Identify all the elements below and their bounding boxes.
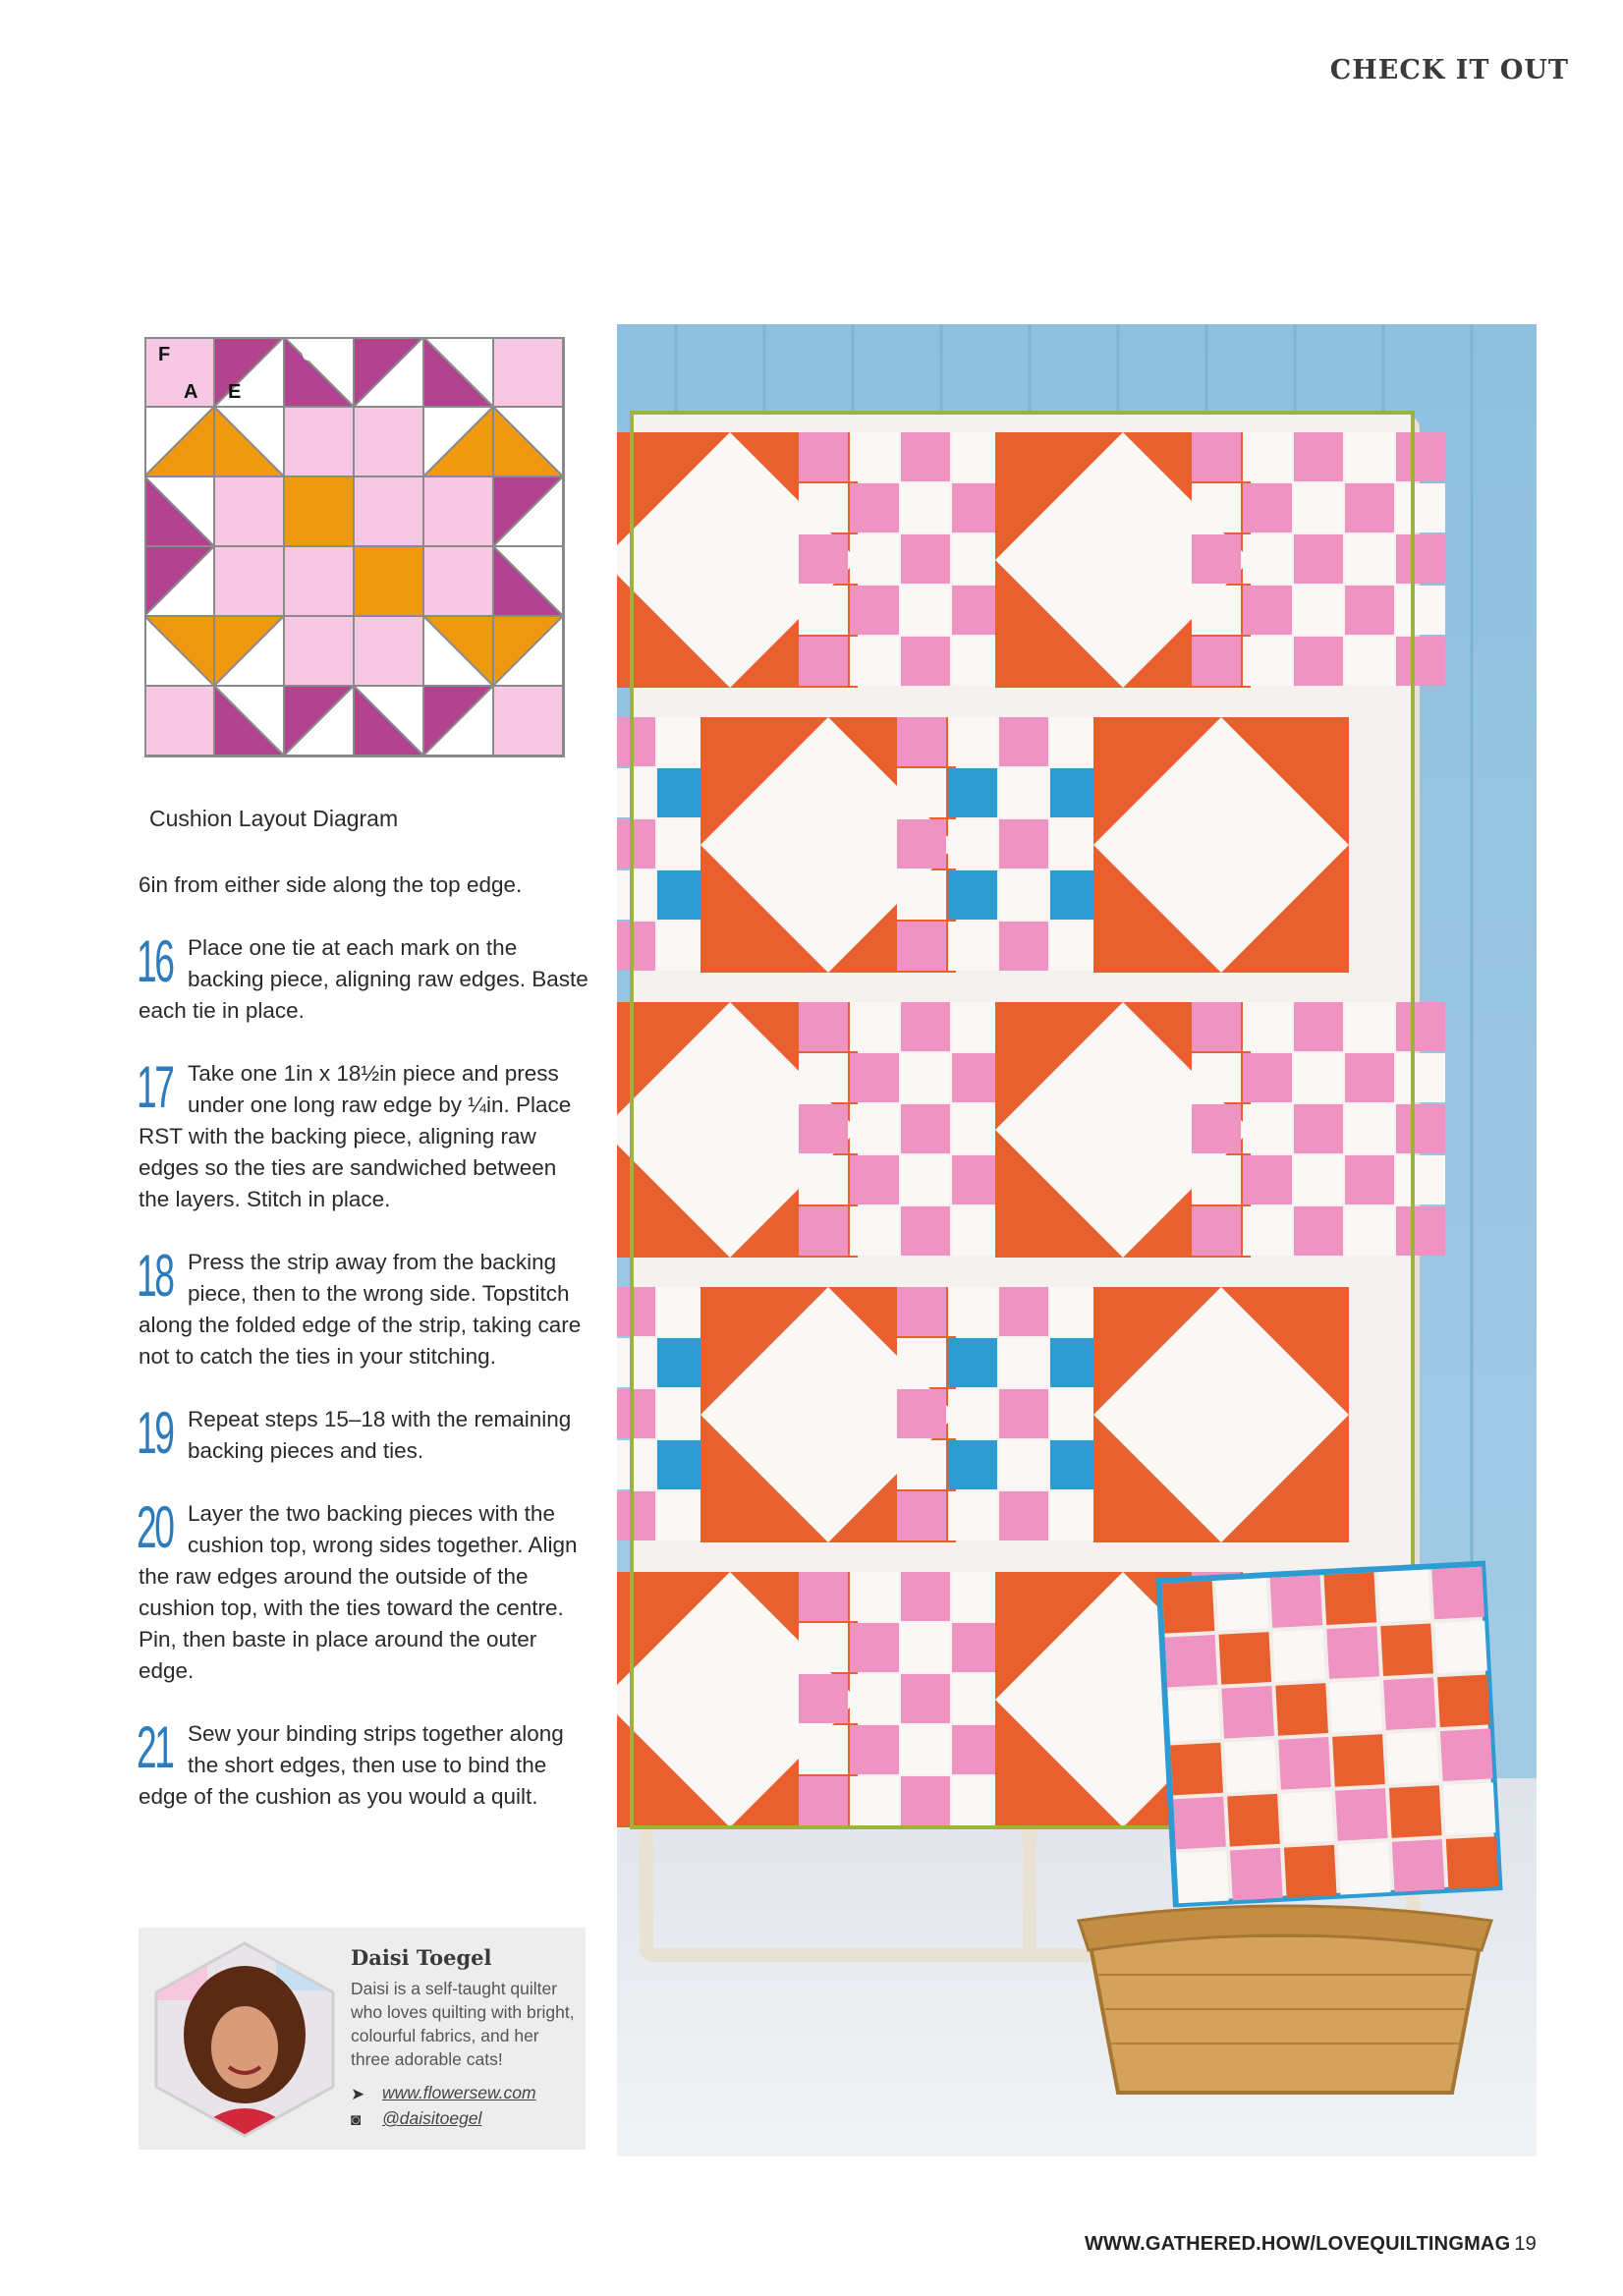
patch-square bbox=[1192, 1002, 1241, 1051]
patch-square bbox=[657, 922, 706, 971]
patch-square bbox=[901, 1776, 950, 1825]
patch-square bbox=[948, 1440, 997, 1489]
designer-name: Daisi Toegel bbox=[351, 1945, 492, 1970]
patch-square bbox=[657, 1287, 706, 1336]
patch-square bbox=[617, 1338, 655, 1387]
patch-square bbox=[657, 819, 706, 868]
patch-square bbox=[1243, 1053, 1292, 1102]
diagram-label-c: C bbox=[302, 344, 316, 365]
cushion-patch bbox=[1227, 1794, 1280, 1847]
patch-square bbox=[897, 819, 946, 868]
step-17 bbox=[137, 1054, 590, 1215]
patch-square bbox=[657, 1389, 706, 1438]
patch-square bbox=[999, 922, 1048, 971]
basket bbox=[1079, 1906, 1491, 2093]
step-16 bbox=[137, 928, 590, 1027]
patch-square bbox=[901, 1725, 950, 1774]
step-text: Press the strip away from the backing piece, then to the wrong side. Topstitch along the folded edge of the strip, taking care not to catch the ties in your stitching. bbox=[139, 1250, 582, 1369]
patch-square bbox=[657, 1491, 706, 1540]
section-header: CHECK IT OUT bbox=[1329, 55, 1569, 85]
patch-square bbox=[952, 1104, 1001, 1153]
patch-square bbox=[1192, 637, 1241, 686]
designer-description: Daisi is a self-taught quilter who loves quilting with bright, colourful fabrics, and her three adorable cats! bbox=[351, 1979, 575, 2069]
patch-square bbox=[999, 870, 1048, 920]
diagram-patch bbox=[214, 476, 284, 546]
diagram-patch bbox=[354, 476, 423, 546]
diagram-caption: Cushion Layout Diagram bbox=[149, 806, 399, 831]
patch-square bbox=[1192, 1053, 1241, 1102]
patch-square bbox=[1243, 1104, 1292, 1153]
patch-square bbox=[948, 717, 997, 766]
patch-square bbox=[1345, 534, 1394, 584]
page-number: 19 bbox=[1514, 2233, 1537, 2255]
cushion-patch bbox=[1380, 1623, 1433, 1676]
patch-square bbox=[897, 1338, 946, 1387]
patch-square bbox=[901, 1674, 950, 1723]
patch-square bbox=[901, 1572, 950, 1621]
diagram-patch bbox=[423, 546, 493, 616]
diagram-patch bbox=[493, 337, 563, 407]
patch-square bbox=[1192, 432, 1241, 481]
patch-square bbox=[1050, 1491, 1099, 1540]
patch-square bbox=[1050, 717, 1099, 766]
patch-square bbox=[1396, 637, 1445, 686]
cushion-patch bbox=[1219, 1632, 1272, 1685]
step-21 bbox=[137, 1714, 590, 1813]
patch-square bbox=[1294, 534, 1343, 584]
patch-square bbox=[952, 1572, 1001, 1621]
instagram-icon: ◙ bbox=[351, 2110, 362, 2129]
patch-square bbox=[799, 432, 848, 481]
patch-square bbox=[999, 1287, 1048, 1336]
patch-square bbox=[948, 870, 997, 920]
patch-square bbox=[1294, 483, 1343, 532]
patch-square bbox=[952, 483, 1001, 532]
patch-square bbox=[1345, 1002, 1394, 1051]
patch-square bbox=[897, 1440, 946, 1489]
patch-square bbox=[1050, 768, 1099, 817]
patch-square bbox=[799, 1053, 848, 1102]
cushion-patch bbox=[1338, 1842, 1391, 1895]
cushion-layout-diagram bbox=[144, 337, 565, 757]
patch-square bbox=[617, 870, 655, 920]
patch-square bbox=[1396, 483, 1445, 532]
patch-square bbox=[999, 717, 1048, 766]
patch-square bbox=[617, 1491, 655, 1540]
cursor-icon: ➤ bbox=[351, 2085, 365, 2103]
patch-square bbox=[901, 637, 950, 686]
patch-square bbox=[952, 534, 1001, 584]
patch-square bbox=[850, 637, 899, 686]
patch-square bbox=[952, 586, 1001, 635]
patch-square bbox=[897, 768, 946, 817]
patch-square bbox=[799, 1002, 848, 1051]
patch-square bbox=[799, 1725, 848, 1774]
patch-square bbox=[799, 1674, 848, 1723]
patch-square bbox=[799, 1572, 848, 1621]
patch-square bbox=[1294, 637, 1343, 686]
patch-square bbox=[1294, 586, 1343, 635]
diagram-patch bbox=[144, 337, 214, 407]
step-number: 17 bbox=[137, 1054, 173, 1120]
patch-square bbox=[799, 534, 848, 584]
patch-square bbox=[1050, 1389, 1099, 1438]
patch-square bbox=[1243, 1002, 1292, 1051]
patch-square bbox=[850, 1776, 899, 1825]
cushion-patch bbox=[1446, 1836, 1499, 1889]
patch-square bbox=[897, 1491, 946, 1540]
patch-square bbox=[1396, 1002, 1445, 1051]
patch-square bbox=[952, 432, 1001, 481]
patch-square bbox=[1050, 1287, 1099, 1336]
patch-square bbox=[617, 819, 655, 868]
patch-square bbox=[897, 1389, 946, 1438]
patch-square bbox=[1345, 432, 1394, 481]
cushion-patch bbox=[1332, 1734, 1385, 1787]
patch-square bbox=[850, 586, 899, 635]
diagram-patch bbox=[354, 616, 423, 686]
patch-square bbox=[850, 1002, 899, 1051]
patch-square bbox=[850, 1053, 899, 1102]
instagram-link[interactable]: @daisitoegel bbox=[382, 2108, 482, 2128]
patch-square bbox=[952, 637, 1001, 686]
patch-square bbox=[1050, 1440, 1099, 1489]
step-number: 18 bbox=[137, 1243, 173, 1309]
step-text: Place one tie at each mark on the backing piece, aligning raw edges. Baste each tie in place. bbox=[139, 935, 588, 1023]
patch-square bbox=[952, 1155, 1001, 1204]
patch-square bbox=[1345, 1053, 1394, 1102]
designer-bio bbox=[139, 1928, 586, 2150]
step-text: Take one 1in x 18½in piece and press under one long raw edge by ¼in. Place RST with the backing piece, aligning raw edges so the ties are sandwiched between the layers. Stitch in place. bbox=[139, 1061, 572, 1211]
patch-square bbox=[1345, 637, 1394, 686]
cushion-patch bbox=[1392, 1839, 1445, 1892]
cushion-patch bbox=[1170, 1743, 1223, 1796]
step-number: 16 bbox=[137, 928, 173, 994]
cushion-patch bbox=[1335, 1788, 1388, 1841]
diagram-patch bbox=[354, 407, 423, 476]
cushion-patch bbox=[1168, 1689, 1221, 1742]
patch-square bbox=[1243, 1206, 1292, 1256]
patch-square bbox=[799, 1623, 848, 1672]
cushion bbox=[1159, 1564, 1500, 1905]
diagram-patch bbox=[214, 546, 284, 616]
cushion-patch bbox=[1377, 1570, 1430, 1623]
patch-square bbox=[901, 1155, 950, 1204]
patch-square bbox=[999, 1440, 1048, 1489]
cushion-patch bbox=[1230, 1848, 1283, 1901]
cushion-patch bbox=[1443, 1782, 1496, 1835]
patch-square bbox=[1243, 637, 1292, 686]
patch-square bbox=[948, 768, 997, 817]
patch-square bbox=[1192, 483, 1241, 532]
cushion-patch bbox=[1216, 1578, 1269, 1631]
patch-square bbox=[1396, 432, 1445, 481]
step-number: 21 bbox=[137, 1714, 173, 1780]
cushion-patch bbox=[1272, 1629, 1325, 1682]
patch-square bbox=[948, 922, 997, 971]
patch-square bbox=[850, 1155, 899, 1204]
patch-square bbox=[1243, 534, 1292, 584]
patch-square bbox=[850, 1623, 899, 1672]
diagram-patch bbox=[284, 476, 354, 546]
patch-square bbox=[901, 432, 950, 481]
patch-square bbox=[897, 1287, 946, 1336]
diagram-label-e: E bbox=[228, 381, 242, 403]
patch-square bbox=[799, 483, 848, 532]
patch-square bbox=[1294, 1206, 1343, 1256]
patch-square bbox=[850, 1572, 899, 1621]
designer-avatar bbox=[148, 1941, 341, 2138]
patch-square bbox=[1294, 1053, 1343, 1102]
diagram-label-f: F bbox=[158, 344, 171, 365]
patch-square bbox=[948, 1491, 997, 1540]
patch-square bbox=[1192, 1155, 1241, 1204]
quilt-photo bbox=[617, 324, 1537, 2156]
step-19 bbox=[137, 1400, 590, 1467]
patch-square bbox=[1192, 1104, 1241, 1153]
cushion-patch bbox=[1386, 1731, 1439, 1784]
patch-square bbox=[617, 1389, 655, 1438]
patch-square bbox=[850, 1104, 899, 1153]
patch-square bbox=[657, 870, 706, 920]
instructions bbox=[139, 869, 590, 1844]
patch-square bbox=[850, 1674, 899, 1723]
cushion-patch bbox=[1383, 1677, 1436, 1730]
patch-square bbox=[1192, 534, 1241, 584]
patch-square bbox=[1243, 586, 1292, 635]
patch-square bbox=[1345, 1104, 1394, 1153]
diagram-label-a: A bbox=[184, 381, 198, 403]
cushion-patch bbox=[1389, 1785, 1442, 1838]
step-number: 20 bbox=[137, 1494, 173, 1560]
step-text: Sew your binding strips together along the short edges, then use to bind the edge of the cushion as you would a quilt. bbox=[139, 1721, 564, 1809]
patch-square bbox=[617, 717, 655, 766]
step-number: 19 bbox=[137, 1400, 173, 1466]
cushion-patch bbox=[1440, 1728, 1493, 1781]
patch-square bbox=[799, 1206, 848, 1256]
cushion-patch bbox=[1324, 1572, 1377, 1625]
patch-square bbox=[952, 1725, 1001, 1774]
website-link[interactable]: www.flowersew.com bbox=[382, 2083, 536, 2102]
patch-square bbox=[1294, 1155, 1343, 1204]
patch-square bbox=[850, 534, 899, 584]
cushion-patch bbox=[1281, 1791, 1334, 1844]
step-18 bbox=[137, 1243, 590, 1372]
patch-square bbox=[1050, 819, 1099, 868]
patch-square bbox=[1396, 1206, 1445, 1256]
footer-url[interactable]: WWW.GATHERED.HOW/LOVEQUILTINGMAG bbox=[1084, 2233, 1511, 2255]
patch-square bbox=[952, 1002, 1001, 1051]
patch-square bbox=[952, 1623, 1001, 1672]
patch-square bbox=[1396, 534, 1445, 584]
patch-square bbox=[901, 483, 950, 532]
cushion-patch bbox=[1431, 1567, 1484, 1620]
patch-square bbox=[1243, 432, 1292, 481]
patch-square bbox=[948, 819, 997, 868]
patch-square bbox=[948, 1389, 997, 1438]
patch-square bbox=[1050, 870, 1099, 920]
step-20 bbox=[137, 1494, 590, 1687]
cushion-patch bbox=[1165, 1635, 1218, 1688]
patch-square bbox=[617, 1287, 655, 1336]
patch-square bbox=[850, 432, 899, 481]
patch-square bbox=[1192, 1206, 1241, 1256]
cushion-patch bbox=[1326, 1626, 1379, 1679]
patch-square bbox=[850, 483, 899, 532]
patch-square bbox=[657, 1338, 706, 1387]
patch-square bbox=[901, 1623, 950, 1672]
cushion-patch bbox=[1437, 1674, 1490, 1727]
diagram-patch bbox=[144, 686, 214, 756]
patch-square bbox=[897, 870, 946, 920]
patch-square bbox=[1396, 1104, 1445, 1153]
patch-square bbox=[657, 717, 706, 766]
cushion-patch bbox=[1278, 1737, 1331, 1790]
patch-square bbox=[617, 922, 655, 971]
cushion-patch bbox=[1270, 1575, 1323, 1628]
patch-square bbox=[1396, 586, 1445, 635]
diagram-patch bbox=[284, 546, 354, 616]
diagram-patch bbox=[493, 686, 563, 756]
cushion-patch bbox=[1284, 1845, 1337, 1898]
patch-square bbox=[901, 1053, 950, 1102]
patch-square bbox=[901, 534, 950, 584]
patch-square bbox=[617, 768, 655, 817]
patch-square bbox=[901, 1104, 950, 1153]
patch-square bbox=[657, 1440, 706, 1489]
patch-square bbox=[1243, 1155, 1292, 1204]
cushion-patch bbox=[1173, 1797, 1226, 1850]
patch-square bbox=[999, 1491, 1048, 1540]
patch-square bbox=[999, 1389, 1048, 1438]
cushion-patch bbox=[1176, 1851, 1229, 1904]
patch-square bbox=[799, 1155, 848, 1204]
patch-square bbox=[948, 1287, 997, 1336]
patch-square bbox=[952, 1776, 1001, 1825]
patch-square bbox=[850, 1725, 899, 1774]
cushion-patch bbox=[1434, 1621, 1487, 1674]
patch-square bbox=[1294, 1002, 1343, 1051]
diagram-patch bbox=[284, 407, 354, 476]
intro-text: 6in from either side along the top edge. bbox=[139, 872, 523, 897]
patch-square bbox=[1294, 1104, 1343, 1153]
patch-square bbox=[799, 586, 848, 635]
patch-square bbox=[897, 922, 946, 971]
cushion-patch bbox=[1224, 1740, 1277, 1793]
patch-square bbox=[799, 1104, 848, 1153]
step-text: Layer the two backing pieces with the cushion top, wrong sides together. Align the raw edges around the outside of the cushion top, with the ties toward the centre. Pin, then baste in place around the outer edge. bbox=[139, 1501, 578, 1683]
patch-square bbox=[850, 1206, 899, 1256]
patch-square bbox=[1050, 1338, 1099, 1387]
patch-square bbox=[901, 586, 950, 635]
patch-square bbox=[1345, 1206, 1394, 1256]
patch-square bbox=[952, 1674, 1001, 1723]
patch-square bbox=[657, 768, 706, 817]
patch-square bbox=[901, 1002, 950, 1051]
cushion-patch bbox=[1275, 1683, 1328, 1736]
patch-square bbox=[1396, 1053, 1445, 1102]
patch-square bbox=[897, 717, 946, 766]
patch-square bbox=[999, 768, 1048, 817]
patch-square bbox=[799, 1776, 848, 1825]
diagram-patch bbox=[284, 616, 354, 686]
diagram-patch bbox=[423, 476, 493, 546]
patch-square bbox=[1050, 922, 1099, 971]
patch-square bbox=[952, 1206, 1001, 1256]
patch-square bbox=[1345, 586, 1394, 635]
patch-square bbox=[948, 1338, 997, 1387]
patch-square bbox=[901, 1206, 950, 1256]
cushion-patch bbox=[1221, 1686, 1274, 1739]
patch-square bbox=[1396, 1155, 1445, 1204]
patch-square bbox=[617, 1440, 655, 1489]
step-text: Repeat steps 15–18 with the remaining backing pieces and ties. bbox=[188, 1407, 572, 1463]
footer bbox=[1085, 2233, 1537, 2256]
patch-square bbox=[1192, 586, 1241, 635]
cushion-patch bbox=[1162, 1581, 1215, 1634]
patch-square bbox=[1243, 483, 1292, 532]
patch-square bbox=[1345, 483, 1394, 532]
patch-square bbox=[1345, 1155, 1394, 1204]
cushion-patch bbox=[1329, 1680, 1382, 1733]
patch-square bbox=[999, 1338, 1048, 1387]
diagram-patch bbox=[354, 546, 423, 616]
patch-square bbox=[952, 1053, 1001, 1102]
patch-square bbox=[1294, 432, 1343, 481]
patch-square bbox=[799, 637, 848, 686]
patch-square bbox=[999, 819, 1048, 868]
